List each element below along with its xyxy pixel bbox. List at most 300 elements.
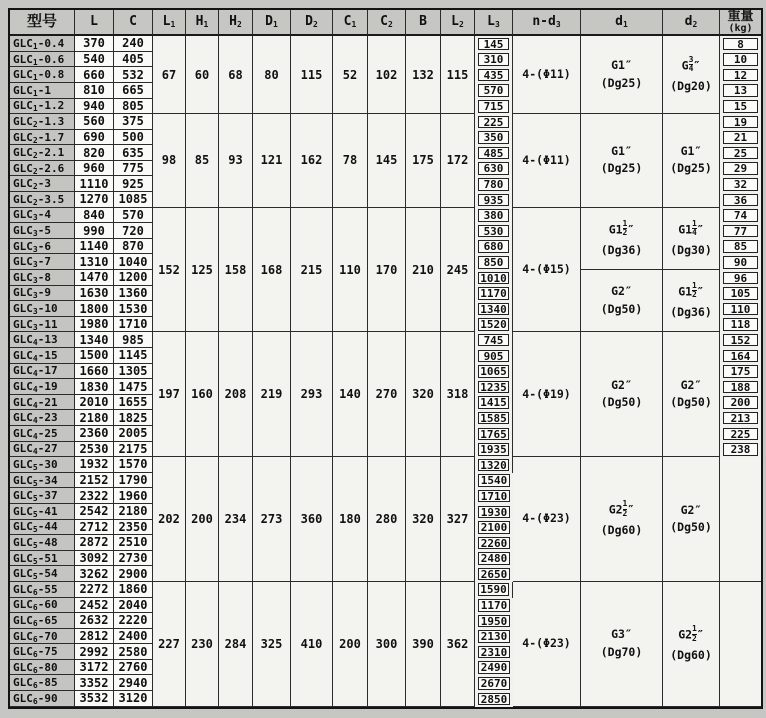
L3-cell [475,348,513,364]
L2-shared-cell: 362 [441,582,475,707]
weight-cell [720,176,761,192]
L-cell: 840 [75,208,114,224]
L3-cell-box: 2490 [478,661,510,674]
C-cell: 985 [114,332,153,348]
C-cell: 1305 [114,364,153,380]
C-cell: 1200 [114,270,153,286]
weight-cell-box: 188 [723,381,758,394]
C-cell: 2730 [114,551,153,567]
nd3-cell: 4-(Φ11) [513,36,581,114]
L-cell: 820 [75,145,114,161]
C2-shared-cell: 102 [368,36,406,114]
table-row [10,36,761,52]
weight-cell [720,161,761,177]
model-cell: $GLC_5-34$ [10,473,75,489]
weight-cell-box: 10 [723,53,758,66]
L-cell: 1830 [75,379,114,395]
C-cell: 635 [114,145,153,161]
L3-cell [475,208,513,224]
L3-cell [475,598,513,614]
model-cell: $GLC_1-0.4$ [10,36,75,52]
weight-cell [720,145,761,161]
L3-cell-box: 2670 [478,677,510,690]
L3-cell [475,442,513,458]
model-cell: $GLC_3-9$ [10,286,75,302]
L3-cell [475,520,513,536]
C-cell: 1360 [114,286,153,302]
H2-shared-cell: 68 [219,36,253,114]
H1-shared-cell: 125 [186,208,219,333]
weight-cell [720,239,761,255]
L3-cell [475,286,513,302]
C1-shared-cell: 78 [333,114,368,208]
H1-shared-cell: 230 [186,582,219,707]
weight-cell [720,395,761,411]
d1-cell [581,208,663,270]
L3-cell [475,426,513,442]
H1-shared-cell: 60 [186,36,219,114]
L3-cell [475,114,513,130]
weight-cell [720,99,761,115]
L-cell: 370 [75,36,114,52]
L3-cell [475,566,513,582]
D2-shared-cell: 162 [291,114,333,208]
weight-cell [720,130,761,146]
model-cell: $GLC_5-41$ [10,504,75,520]
L3-cell-box: 570 [478,84,509,97]
L-cell: 2152 [75,473,114,489]
weight-cell [720,36,761,52]
header-cell-d2: $d_2$ [663,10,720,36]
model-cell: $GLC_1-0.8$ [10,67,75,83]
weight-cell [720,364,761,380]
C-cell: 1790 [114,473,153,489]
L3-cell [475,223,513,239]
weight-cell [720,286,761,302]
d1-cell-thread: G3″ [611,627,632,642]
C-cell: 2760 [114,660,153,676]
model-cell: $GLC_5-54$ [10,566,75,582]
L3-cell [475,332,513,348]
C-cell: 720 [114,223,153,239]
D2-shared-cell: 360 [291,457,333,582]
L-cell: 810 [75,83,114,99]
L3-cell-box: 225 [478,116,509,129]
L-cell: 1270 [75,192,114,208]
L3-cell [475,83,513,99]
L3-cell-box: 2260 [478,537,510,550]
C-cell: 375 [114,114,153,130]
model-cell: $GLC_3-5$ [10,223,75,239]
L3-cell-box: 1950 [478,615,510,628]
weight-cell-empty [720,457,761,582]
L3-cell [475,551,513,567]
D1-shared-cell: 121 [253,114,291,208]
weight-cell [720,442,761,458]
table-body [10,36,761,707]
L1-shared-cell: 98 [153,114,186,208]
weight-cell [720,83,761,99]
C-cell: 870 [114,239,153,255]
C-cell: 240 [114,36,153,52]
weight-cell-box: 77 [723,225,758,238]
weight-cell [720,67,761,83]
L3-cell-box: 2100 [478,521,510,534]
nd3-cell: 4-(Φ19) [513,332,581,457]
header-cell-L1: $L_1$ [153,10,186,36]
L3-cell-box: 1520 [478,318,509,331]
L-cell: 990 [75,223,114,239]
model-cell: $GLC_4-27$ [10,442,75,458]
model-cell: $GLC_3-4$ [10,208,75,224]
L3-cell [475,644,513,660]
D1-shared-cell: 325 [253,582,291,707]
C2-shared-cell: 280 [368,457,406,582]
weight-cell-box: 74 [723,209,758,222]
d1-cell-dg: (Dg25) [600,161,643,176]
weight-cell-box: 19 [723,116,758,129]
d2-cell-thread: G2 $\frac{1}{2}$ ″ [678,624,704,643]
L-cell: 2542 [75,504,114,520]
model-cell: $GLC_5-48$ [10,535,75,551]
L3-cell-box: 435 [478,69,509,82]
L3-cell-box: 850 [478,256,509,269]
d2-cell-thread: G $\frac{3}{4}$ ″ [681,54,701,74]
weight-cell-box: 21 [723,131,758,144]
model-cell: $GLC_2-1.7$ [10,130,75,146]
H2-shared-cell: 93 [219,114,253,208]
table-row [10,332,761,348]
model-cell: $GLC_2-2.1$ [10,145,75,161]
L2-shared-cell: 245 [441,208,475,333]
H2-shared-cell: 234 [219,457,253,582]
d2-cell [663,208,720,270]
L-cell: 960 [75,161,114,177]
C-cell: 1570 [114,457,153,473]
weight-cell-box: 15 [723,100,758,113]
model-cell: $GLC_4-13$ [10,332,75,348]
L-cell: 2360 [75,426,114,442]
d1-cell-thread: G1″ [611,143,632,158]
d1-cell-dg: (Dg36) [600,242,643,257]
header-cell-C1: $C_1$ [333,10,368,36]
nd3-cell: 4-(Φ15) [513,208,581,333]
C-cell: 805 [114,99,153,115]
L3-cell-box: 1935 [478,443,509,456]
d2-cell [663,114,720,208]
L-cell: 2272 [75,582,114,598]
model-cell: $GLC_6-60$ [10,598,75,614]
L3-cell-box: 2650 [478,568,510,581]
d1-cell [581,332,663,457]
C-cell: 532 [114,67,153,83]
L3-cell [475,613,513,629]
L3-cell-box: 1710 [478,490,510,503]
L-cell: 2452 [75,598,114,614]
L-cell: 2812 [75,629,114,645]
d2-cell-dg: (Dg25) [670,161,712,176]
model-cell: $GLC_3-7$ [10,254,75,270]
C-cell: 2400 [114,629,153,645]
H1-shared-cell: 160 [186,332,219,457]
header-cell-n-d3: $n-d_3$ [513,10,581,36]
H1-shared-cell: 200 [186,457,219,582]
model-cell: $GLC_5-37$ [10,488,75,504]
model-cell: $GLC_4-23$ [10,410,75,426]
C1-shared-cell: 140 [333,332,368,457]
d1-cell-thread: G2 $\frac{1}{2}$ ″ [608,499,635,518]
d1-cell-dg: (Dg50) [600,301,643,316]
B-shared-cell: 175 [406,114,441,208]
D2-shared-cell: 293 [291,332,333,457]
L-cell: 540 [75,52,114,68]
C-cell: 570 [114,208,153,224]
header-cell-L3: $L_3$ [475,10,513,36]
L-cell: 3172 [75,660,114,676]
L2-shared-cell: 172 [441,114,475,208]
model-cell: $GLC_2-3$ [10,176,75,192]
L1-shared-cell: 227 [153,582,186,707]
L3-cell-box: 2130 [478,630,510,643]
L3-cell-box: 715 [478,100,509,113]
D2-shared-cell: 215 [291,208,333,333]
L3-cell [475,473,513,489]
L3-cell [475,145,513,161]
B-shared-cell: 132 [406,36,441,114]
B-shared-cell: 320 [406,332,441,457]
model-cell: $GLC_3-6$ [10,239,75,255]
table-row [10,114,761,130]
model-cell: $GLC_5-30$ [10,457,75,473]
C1-shared-cell: 200 [333,582,368,707]
D1-shared-cell: 168 [253,208,291,333]
scanned-spec-sheet [8,8,763,709]
spec-table [8,8,763,709]
d2-cell-dg: (Dg60) [670,647,712,662]
L3-cell-box: 1170 [478,287,509,300]
L-cell: 2632 [75,613,114,629]
B-shared-cell: 390 [406,582,441,707]
d2-cell [663,457,720,582]
model-cell: $GLC_3-11$ [10,317,75,333]
header-cell-C2: $C_2$ [368,10,406,36]
D1-shared-cell: 80 [253,36,291,114]
header-cell-L2: $L_2$ [441,10,475,36]
C-cell: 2040 [114,598,153,614]
model-cell: $GLC_1-1$ [10,83,75,99]
C-cell: 405 [114,52,153,68]
C-cell: 1960 [114,488,153,504]
d2-cell [663,332,720,457]
d2-cell-dg: (Dg20) [670,78,712,93]
C2-shared-cell: 170 [368,208,406,333]
L3-cell-box: 1170 [478,599,510,612]
d1-cell-thread: G1 $\frac{1}{2}$ ″ [608,218,635,238]
L3-cell-box: 2310 [478,646,510,659]
d1-cell-dg: (Dg25) [600,75,643,90]
L3-cell-box: 680 [478,240,509,253]
C-cell: 2580 [114,644,153,660]
L3-cell-box: 745 [478,334,509,347]
L3-cell-box: 1590 [478,583,509,596]
model-cell: $GLC_1-0.6$ [10,52,75,68]
L3-cell [475,629,513,645]
weight-cell-box: 90 [723,256,758,269]
L3-cell-box: 1065 [478,365,509,378]
table-header [10,10,761,36]
L3-cell [475,99,513,115]
L3-cell [475,254,513,270]
weight-cell-box: 164 [723,350,758,363]
L3-cell [475,379,513,395]
L3-cell-box: 1010 [478,272,509,285]
C-cell: 2350 [114,520,153,536]
L-cell: 660 [75,67,114,83]
model-cell: $GLC_4-25$ [10,426,75,442]
L-cell: 560 [75,114,114,130]
L3-cell-box: 1235 [478,381,509,394]
model-cell: $GLC_6-75$ [10,644,75,660]
D2-shared-cell: 115 [291,36,333,114]
d1-cell [581,114,663,208]
L3-cell [475,457,513,473]
weight-cell-box: 96 [723,272,758,285]
C-cell: 1145 [114,348,153,364]
model-cell: $GLC_6-70$ [10,629,75,645]
L-cell: 1932 [75,457,114,473]
weight-cell [720,254,761,270]
L2-shared-cell: 115 [441,36,475,114]
L3-cell-box: 935 [478,194,509,207]
weight-cell-box: 225 [723,428,758,441]
L3-cell [475,535,513,551]
L3-cell [475,36,513,52]
model-cell: $GLC_5-51$ [10,551,75,567]
d2-cell-thread: G1 $\frac{1}{4}$ ″ [678,218,704,238]
L3-cell-box: 145 [478,38,509,51]
H2-shared-cell: 284 [219,582,253,707]
H1-shared-cell: 85 [186,114,219,208]
d1-cell [581,36,663,114]
L3-cell [475,488,513,504]
H2-shared-cell: 158 [219,208,253,333]
weight-cell [720,52,761,68]
L3-cell-box: 350 [478,131,509,144]
model-cell: $GLC_2-3.5$ [10,192,75,208]
L-cell: 3352 [75,675,114,691]
C2-shared-cell: 145 [368,114,406,208]
model-cell: $GLC_2-2.6$ [10,161,75,177]
weight-cell-box: 13 [723,84,758,97]
C-cell: 1655 [114,395,153,411]
L-cell: 2530 [75,442,114,458]
L-cell: 1630 [75,286,114,302]
L3-cell [475,395,513,411]
d1-cell [581,582,663,707]
L-cell: 1500 [75,348,114,364]
L3-cell-box: 2850 [478,693,510,706]
L3-cell-box: 380 [478,209,509,222]
d2-cell [663,582,720,707]
weight-cell-box: 175 [723,365,758,378]
L3-cell-box: 1585 [478,412,509,425]
L-cell: 690 [75,130,114,146]
C-cell: 2940 [114,675,153,691]
D2-shared-cell: 410 [291,582,333,707]
L3-cell [475,691,513,707]
L3-cell [475,582,513,598]
L3-cell-box: 630 [478,162,509,175]
C1-shared-cell: 180 [333,457,368,582]
C-cell: 1710 [114,317,153,333]
B-shared-cell: 210 [406,208,441,333]
d1-cell [581,270,663,332]
L3-cell-box: 1930 [478,506,510,519]
weight-cell [720,192,761,208]
weight-cell [720,270,761,286]
C-cell: 2180 [114,504,153,520]
weight-cell [720,379,761,395]
D1-shared-cell: 219 [253,332,291,457]
model-cell: $GLC_1-1.2$ [10,99,75,115]
L3-cell [475,364,513,380]
C-cell: 925 [114,176,153,192]
C-cell: 665 [114,83,153,99]
L3-cell-box: 1415 [478,396,509,409]
L-cell: 1110 [75,176,114,192]
weight-cell-box: 85 [723,240,758,253]
L3-cell-box: 1340 [478,303,509,316]
header-cell-C: C [114,10,153,36]
table-row [10,208,761,224]
header-cell-L: L [75,10,114,36]
L3-cell [475,161,513,177]
model-cell: $GLC_6-55$ [10,582,75,598]
C-cell: 2005 [114,426,153,442]
H2-shared-cell: 208 [219,332,253,457]
L2-shared-cell: 327 [441,457,475,582]
header-cell-B: B [406,10,441,36]
L3-cell [475,675,513,691]
L3-cell-box: 1540 [478,474,510,487]
model-cell: $GLC_3-8$ [10,270,75,286]
weight-cell-box: 36 [723,194,758,207]
d2-cell-thread: G2″ [680,502,702,517]
L3-cell [475,660,513,676]
model-cell: $GLC_2-1.3$ [10,114,75,130]
C-cell: 775 [114,161,153,177]
L3-cell-box: 485 [478,147,509,160]
weight-cell-box: 200 [723,396,758,409]
header-cell-D2: $D_2$ [291,10,333,36]
L1-shared-cell: 202 [153,457,186,582]
weight-cell [720,114,761,130]
D1-shared-cell: 273 [253,457,291,582]
weight-cell [720,410,761,426]
weight-cell-box: 12 [723,69,758,82]
L3-cell [475,301,513,317]
L-cell: 2010 [75,395,114,411]
model-cell: $GLC_6-90$ [10,691,75,707]
model-cell: $GLC_3-10$ [10,301,75,317]
model-cell: $GLC_6-65$ [10,613,75,629]
model-cell: $GLC_4-21$ [10,395,75,411]
weight-cell-box: 29 [723,162,758,175]
weight-cell-box: 105 [723,287,758,300]
L-cell: 1310 [75,254,114,270]
d1-cell-dg: (Dg60) [600,523,643,538]
L3-cell-box: 530 [478,225,509,238]
